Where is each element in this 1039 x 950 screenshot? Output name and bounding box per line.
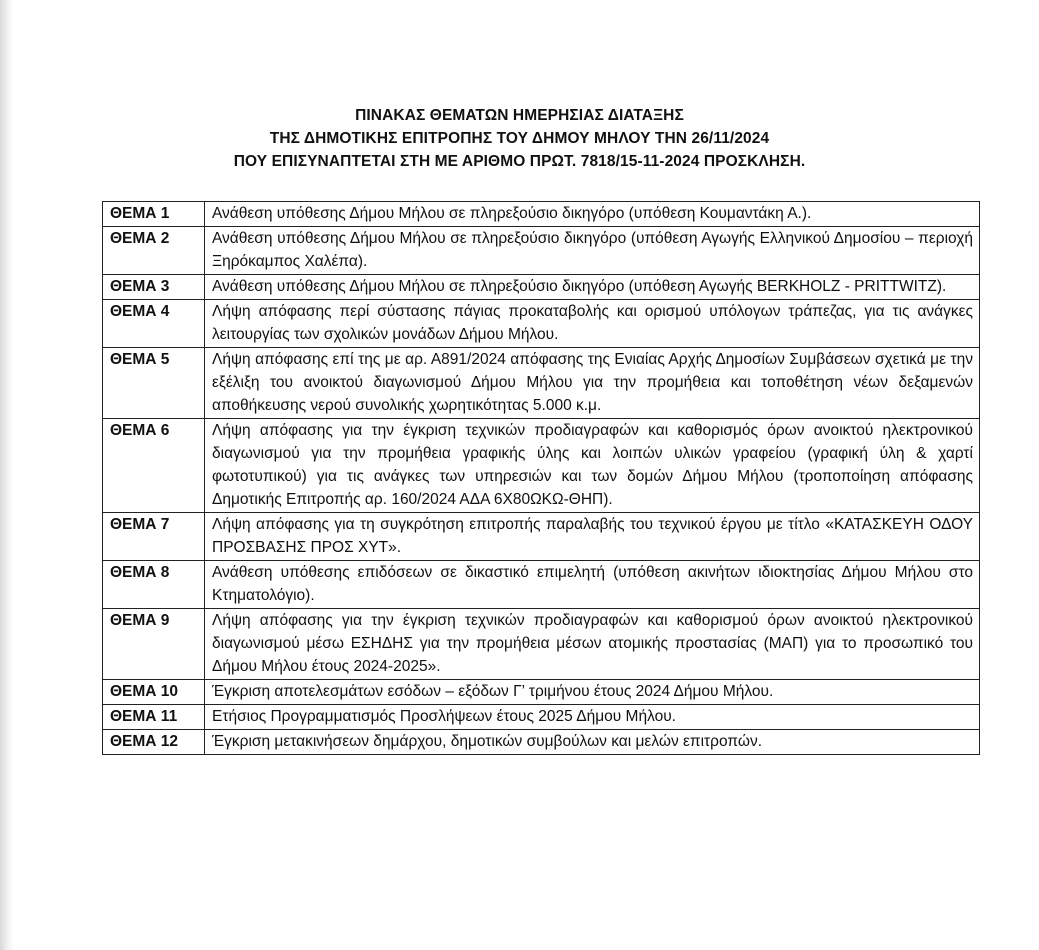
item-description: Ανάθεση υπόθεσης επιδόσεων σε δικαστικό επιμελητή (υπόθεση ακινήτων ιδιοκτησίας Δήμου Μήλου στο Κτηματολόγιο). [205,561,980,609]
table-row [103,609,980,680]
item-description: Λήψη απόφασης για την έγκριση τεχνικών προδιαγραφών και καθορισμού όρων ανοικτού ηλεκτρονικού διαγωνισμού μέσω ΕΣΗΔΗΣ για την προμήθεια μέσων ατομικής προστασίας (ΜΑΠ) για το προσωπικό του Δήμου Μήλου έτους 2024-2025». [205,609,980,680]
header-reference: ΠΟΥ ΕΠΙΣΥΝΑΠΤΕΤΑΙ ΣΤΗ ΜΕ ΑΡΙΘΜΟ ΠΡΩΤ. 7818/15-11-2024 ΠΡΟΣΚΛΗΣΗ. [233,153,806,170]
table-row [103,730,980,755]
item-description: Έγκριση μετακινήσεων δημάρχου, δημοτικών συμβούλων και μελών επιτροπών. [205,730,980,755]
table-row [103,348,980,419]
item-description: Ανάθεση υπόθεσης Δήμου Μήλου σε πληρεξούσιο δικηγόρο (υπόθεση Αγωγής BERKHOLZ - PRITTWITZ). [205,275,980,300]
item-number: ΘΕΜΑ 9 [103,609,205,680]
item-description: Λήψη απόφασης επί της με αρ. Α891/2024 απόφασης της Ενιαίας Αρχής Δημοσίων Συμβάσεων σχετικά με την εξέλιξη του ανοικτού διαγωνισμού Δήμου Μήλου για την προμήθεια και τοποθέτηση νέων δεξαμενών αποθήκευσης νερού συνολικής χωρητικότητας 5.000 κ.μ. [205,348,980,419]
item-description: Λήψη απόφασης περί σύστασης πάγιας προκαταβολής και ορισμού υπόλογων τράπεζας, για τις ανάγκες λειτουργίας των σχολικών μονάδων Δήμου Μήλου. [205,300,980,348]
table-row [103,300,980,348]
table-row [103,705,980,730]
item-number: ΘΕΜΑ 12 [103,730,205,755]
item-number: ΘΕΜΑ 2 [103,227,205,275]
table-row [103,680,980,705]
item-number: ΘΕΜΑ 4 [103,300,205,348]
table-row [103,513,980,561]
item-number: ΘΕΜΑ 3 [103,275,205,300]
table-row [103,227,980,275]
document-header [0,104,1039,173]
table-row [103,419,980,513]
table-row [103,202,980,227]
table-row [103,275,980,300]
item-number: ΘΕΜΑ 7 [103,513,205,561]
item-number: ΘΕΜΑ 8 [103,561,205,609]
header-title: ΠΙΝΑΚΑΣ ΘΕΜΑΤΩΝ ΗΜΕΡΗΣΙΑΣ ΔΙΑΤΑΞΗΣ [355,107,684,124]
table-row [103,561,980,609]
item-description: Ετήσιος Προγραμματισμός Προσλήψεων έτους 2025 Δήμου Μήλου. [205,705,980,730]
item-description: Ανάθεση υπόθεσης Δήμου Μήλου σε πληρεξούσιο δικηγόρο (υπόθεση Κουμαντάκη Α.). [205,202,980,227]
item-description: Ανάθεση υπόθεσης Δήμου Μήλου σε πληρεξούσιο δικηγόρο (υπόθεση Αγωγής Ελληνικού Δημοσίου – περιοχή Ξηρόκαμπος Χαλέπα). [205,227,980,275]
item-number: ΘΕΜΑ 11 [103,705,205,730]
item-number: ΘΕΜΑ 5 [103,348,205,419]
header-subtitle: ΤΗΣ ΔΗΜΟΤΙΚΗΣ ΕΠΙΤΡΟΠΗΣ ΤΟΥ ΔΗΜΟΥ ΜΗΛΟΥ ΤΗΝ 26/11/2024 [269,130,770,147]
item-number: ΘΕΜΑ 1 [103,202,205,227]
item-description: Λήψη απόφασης για τη συγκρότηση επιτροπής παραλαβής του τεχνικού έργου με τίτλο «ΚΑΤΑΣΚΕΥΗ ΟΔΟΥ ΠΡΟΣΒΑΣΗΣ ΠΡΟΣ ΧΥΤ». [205,513,980,561]
item-number: ΘΕΜΑ 6 [103,419,205,513]
item-description: Λήψη απόφασης για την έγκριση τεχνικών προδιαγραφών και καθορισμός όρων ανοικτού ηλεκτρονικού διαγωνισμού για την προμήθεια γραφικής ύλης και λοιπών υλικών γραφείου (γραφική ύλη & χαρτί φωτοτυπικού) για τις ανάγκες των υπηρεσιών και των δομών Δήμου Μήλου (τροποποίηση απόφασης Δημοτικής Επιτροπής αρ. 160/2024 ΑΔΑ 6Χ80ΩΚΩ-ΘΗΠ). [205,419,980,513]
item-description: Έγκριση αποτελεσμάτων εσόδων – εξόδων Γ’ τριμήνου έτους 2024 Δήμου Μήλου. [205,680,980,705]
item-number: ΘΕΜΑ 10 [103,680,205,705]
agenda-table [102,201,980,755]
